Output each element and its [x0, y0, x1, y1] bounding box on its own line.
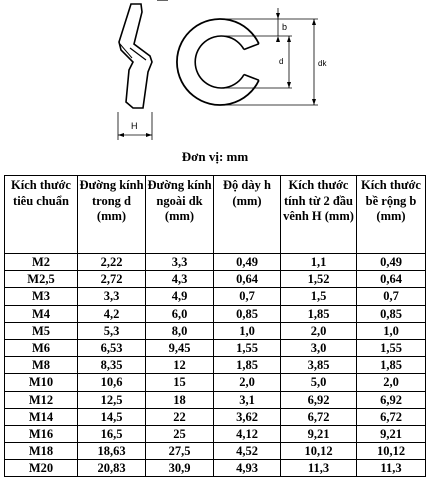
table-cell: 18: [146, 391, 214, 408]
table-body: [5, 254, 426, 477]
table-cell: M2: [5, 254, 78, 271]
table-cell: 8,0: [146, 322, 214, 339]
table-cell: 9,45: [146, 339, 214, 356]
table-cell: 1,52: [281, 271, 357, 288]
table-cell: 1,55: [357, 339, 426, 356]
header-standard-size: Kích thước tiêu chuẩn: [5, 176, 78, 254]
table-cell: 3,3: [146, 254, 214, 271]
table-cell: 30,9: [146, 460, 214, 477]
table-row: [5, 425, 426, 442]
table-cell: 12: [146, 357, 214, 374]
table-cell: 20,83: [78, 460, 146, 477]
table-cell: M3: [5, 288, 78, 305]
table-cell: 4,52: [214, 443, 281, 460]
header-spread-height: Kích thước tính từ 2 đầu vênh H (mm): [281, 176, 357, 254]
table-cell: 2,0: [214, 374, 281, 391]
washer-side-view: [118, 0, 168, 140]
table-cell: 2,0: [357, 374, 426, 391]
table-cell: 0,85: [214, 305, 281, 322]
table-cell: 9,21: [357, 425, 426, 442]
table-cell: M12: [5, 391, 78, 408]
table-cell: 6,92: [281, 391, 357, 408]
table-cell: 1,85: [357, 357, 426, 374]
table-cell: 15: [146, 374, 214, 391]
table-cell: 11,3: [357, 460, 426, 477]
table-cell: 6,0: [146, 305, 214, 322]
table-cell: M10: [5, 374, 78, 391]
dimension-label-dk: dk: [318, 59, 327, 68]
table-cell: 4,2: [78, 305, 146, 322]
table-cell: 3,1: [214, 391, 281, 408]
table-cell: 0,64: [357, 271, 426, 288]
table-cell: 1,5: [281, 288, 357, 305]
header-width: Kích thước bề rộng b (mm): [357, 176, 426, 254]
table-cell: 0,49: [357, 254, 426, 271]
header-thickness: Độ dày h (mm): [214, 176, 281, 254]
table-cell: 2,22: [78, 254, 146, 271]
table-header-row: [5, 176, 426, 254]
table-cell: 1,0: [214, 322, 281, 339]
table-cell: 4,12: [214, 425, 281, 442]
table-cell: 3,85: [281, 357, 357, 374]
table-row: [5, 374, 426, 391]
washer-drawing: [0, 0, 430, 148]
table-cell: 8,35: [78, 357, 146, 374]
table-row: [5, 339, 426, 356]
table-cell: 2,0: [281, 322, 357, 339]
header-inner-diameter: Đường kính trong d (mm): [78, 176, 146, 254]
dimension-label-d: d: [279, 57, 284, 66]
table-cell: 10,6: [78, 374, 146, 391]
unit-caption: Đơn vị: mm: [181, 149, 249, 164]
table-cell: 12,5: [78, 391, 146, 408]
table-row: [5, 288, 426, 305]
table-cell: 1,1: [281, 254, 357, 271]
dimension-label-h: H: [131, 121, 138, 131]
table-cell: 10,12: [281, 443, 357, 460]
table-row: [5, 443, 426, 460]
table-row: [5, 460, 426, 477]
table-row: [5, 271, 426, 288]
table-cell: M8: [5, 357, 78, 374]
table-cell: 9,21: [281, 425, 357, 442]
table-cell: 0,85: [357, 305, 426, 322]
table-cell: 6,72: [357, 408, 426, 425]
table-cell: 25: [146, 425, 214, 442]
table-cell: 1,85: [281, 305, 357, 322]
table-cell: M18: [5, 443, 78, 460]
table-cell: M20: [5, 460, 78, 477]
table-cell: 5,3: [78, 322, 146, 339]
table-row: [5, 357, 426, 374]
table-cell: M2,5: [5, 271, 78, 288]
table-cell: 1,55: [214, 339, 281, 356]
table-cell: 16,5: [78, 425, 146, 442]
table-cell: 6,53: [78, 339, 146, 356]
table-row: [5, 391, 426, 408]
table-cell: 0,7: [357, 288, 426, 305]
washer-front-view: [177, 8, 318, 105]
header-outer-diameter: Đường kính ngoài dk (mm): [146, 176, 214, 254]
table-cell: 22: [146, 408, 214, 425]
table-cell: 18,63: [78, 443, 146, 460]
table-cell: 2,72: [78, 271, 146, 288]
table-cell: 3,0: [281, 339, 357, 356]
table-cell: 6,92: [357, 391, 426, 408]
table-cell: 3,3: [78, 288, 146, 305]
table-row: [5, 408, 426, 425]
table-cell: 27,5: [146, 443, 214, 460]
table-cell: M16: [5, 425, 78, 442]
table-cell: 1,85: [214, 357, 281, 374]
table-cell: 4,3: [146, 271, 214, 288]
table-cell: 4,9: [146, 288, 214, 305]
table-row: [5, 322, 426, 339]
table-cell: M6: [5, 339, 78, 356]
table-cell: 0,7: [214, 288, 281, 305]
table-cell: M5: [5, 322, 78, 339]
table-cell: 10,12: [357, 443, 426, 460]
table-cell: 3,62: [214, 408, 281, 425]
table-cell: 0,49: [214, 254, 281, 271]
table-cell: 5,0: [281, 374, 357, 391]
table-cell: 1,0: [357, 322, 426, 339]
table-cell: 0,64: [214, 271, 281, 288]
dimension-label-b: b: [282, 22, 288, 32]
table-row: [5, 305, 426, 322]
table-cell: M14: [5, 408, 78, 425]
table-cell: 11,3: [281, 460, 357, 477]
table-cell: 6,72: [281, 408, 357, 425]
washer-spec-table: [4, 175, 426, 477]
table-row: [5, 254, 426, 271]
washer-technical-drawing: [0, 0, 430, 148]
table-cell: 4,93: [214, 460, 281, 477]
table-cell: 14,5: [78, 408, 146, 425]
table-cell: M4: [5, 305, 78, 322]
